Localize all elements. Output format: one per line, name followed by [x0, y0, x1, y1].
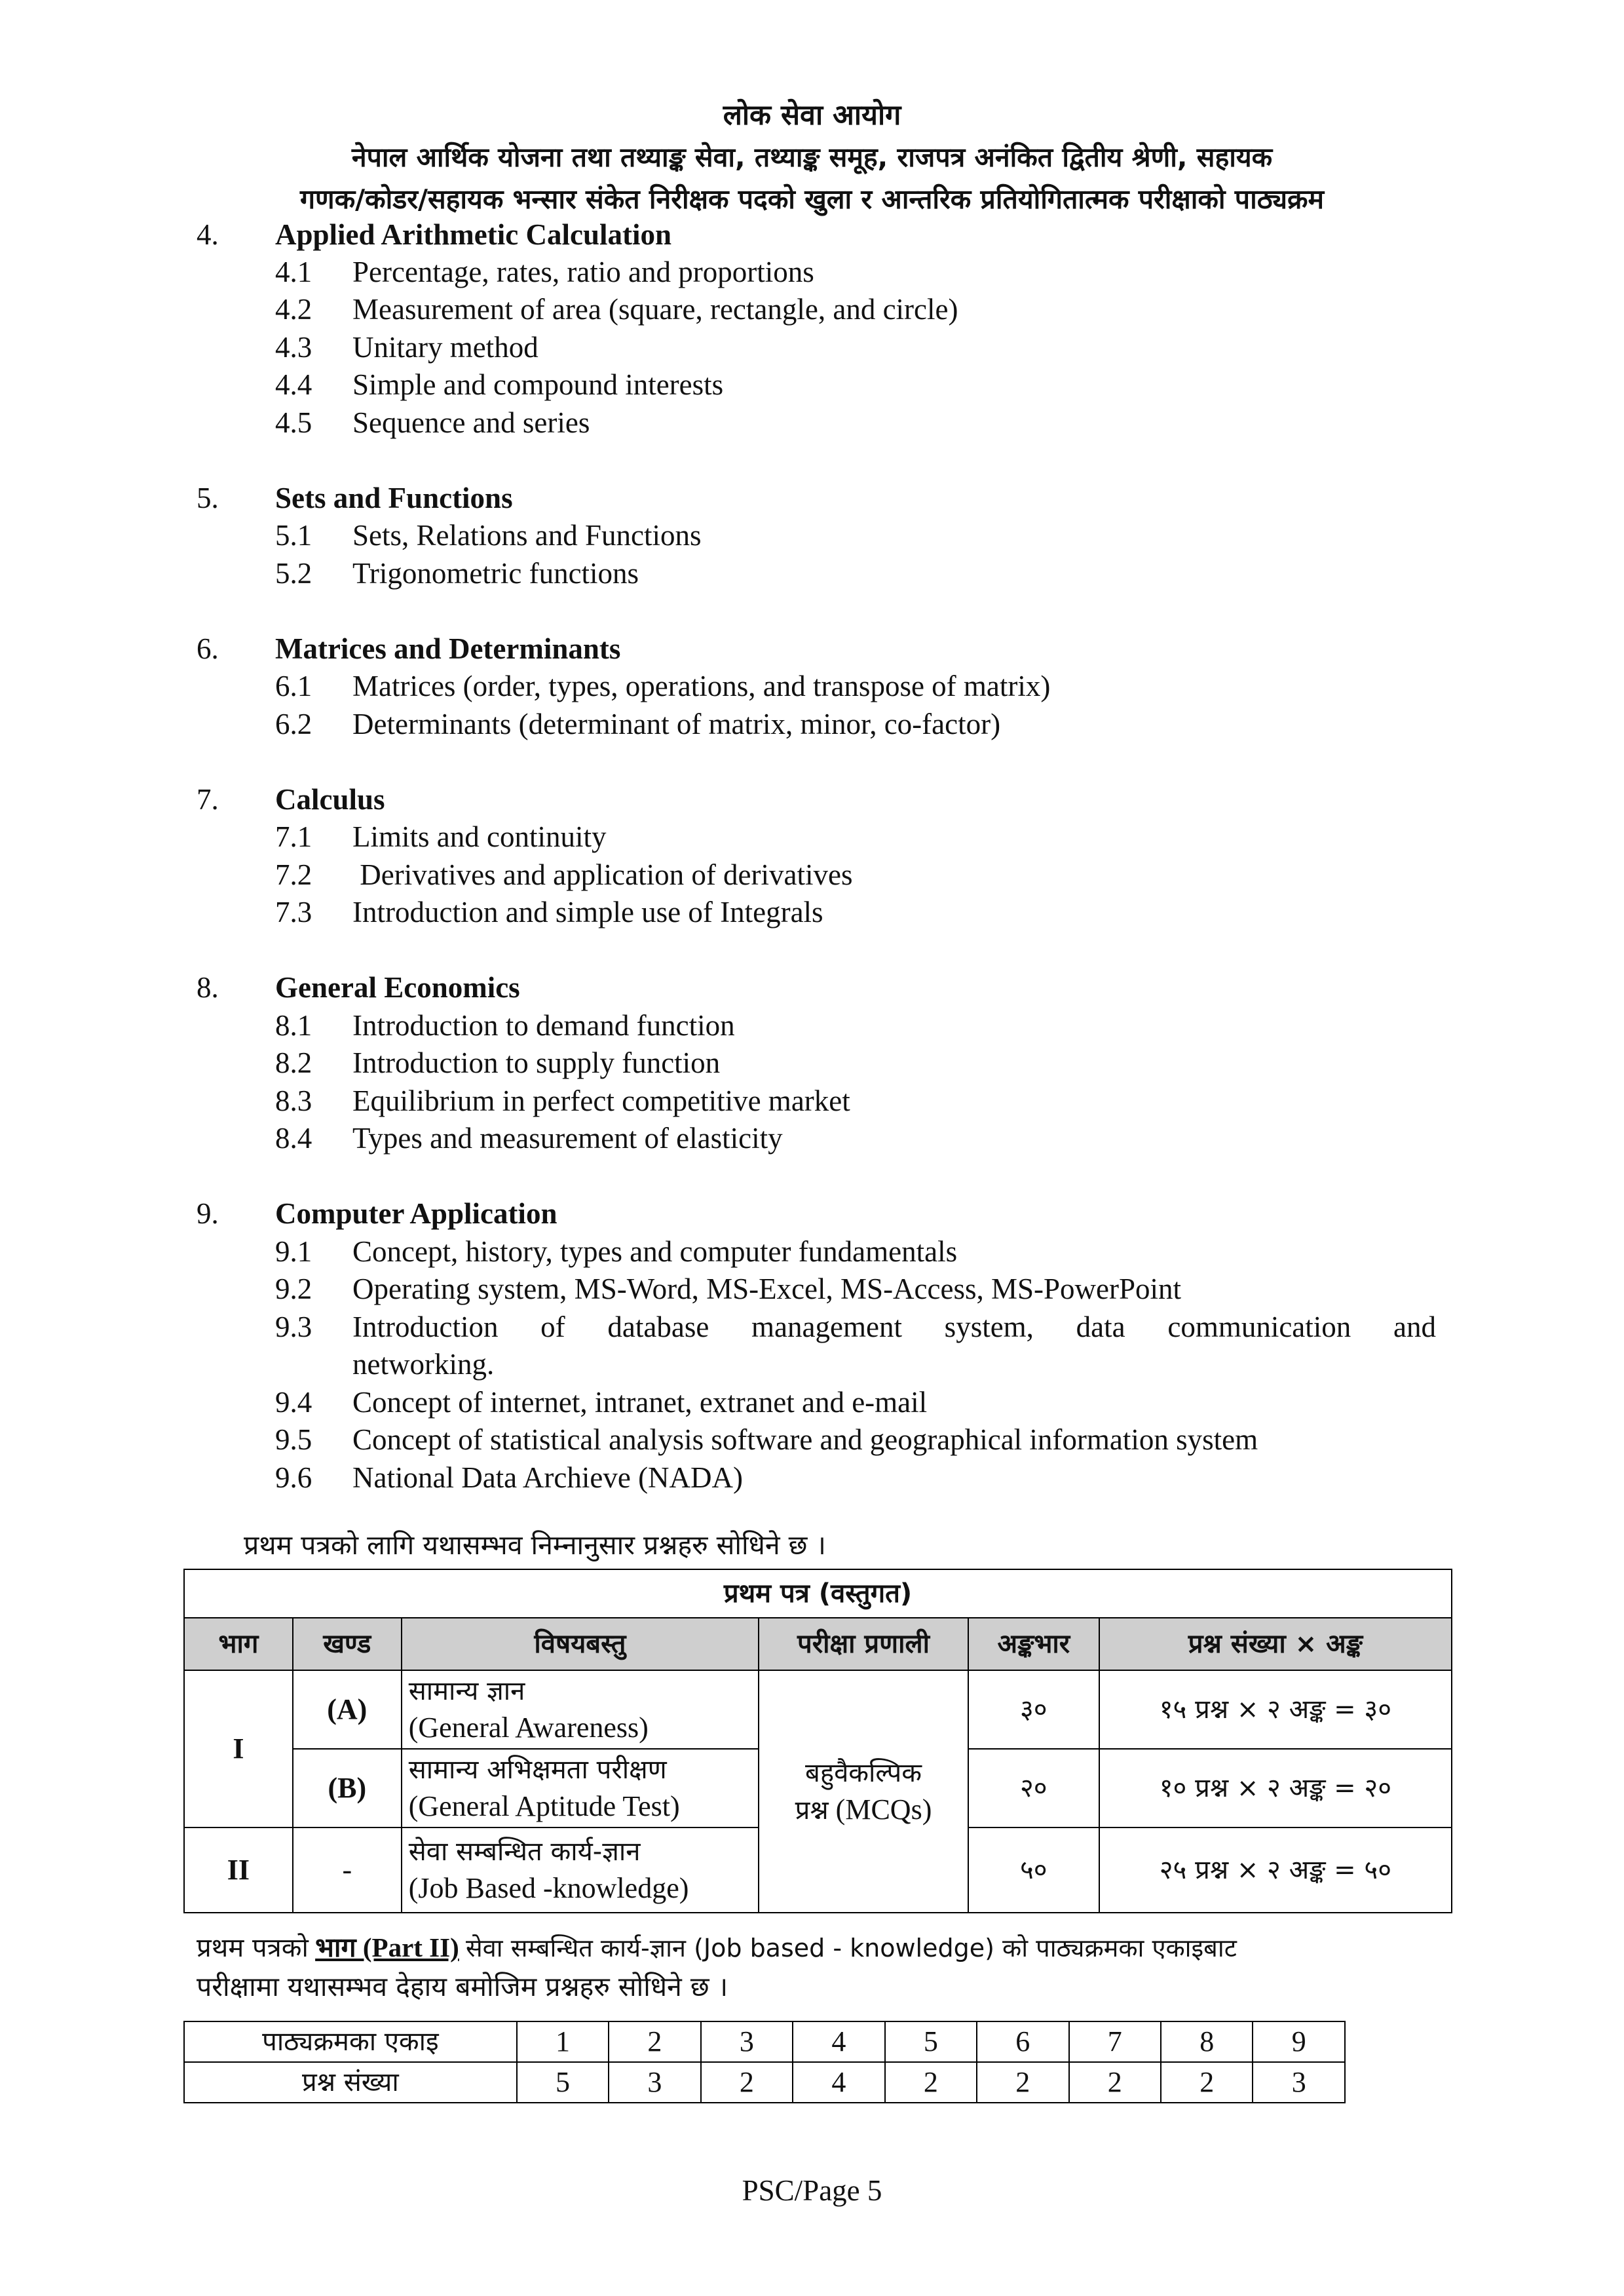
marks-cell: २०	[968, 1749, 1099, 1827]
item-text: Sets, Relations and Functions	[352, 519, 702, 552]
item-number: 4.4	[275, 368, 312, 401]
part2-note-prefix: प्रथम पत्रको	[197, 1933, 309, 1963]
header-exam-system: परीक्षा प्रणाली	[759, 1618, 968, 1670]
calc-cell: २५ प्रश्न × २ अङ्क = ५०	[1099, 1827, 1452, 1913]
item-number: 8.1	[275, 1009, 312, 1042]
subject-en: (General Aptitude Test)	[408, 1790, 680, 1822]
count-cell: 2	[977, 2062, 1068, 2103]
subject-np: सेवा सम्बन्धित कार्य-ज्ञान	[408, 1837, 641, 1867]
subject-cell	[402, 1749, 759, 1827]
unit-cell: 8	[1161, 2021, 1253, 2062]
section-title: Calculus	[275, 783, 385, 816]
count-cell: 3	[1253, 2062, 1345, 2103]
item-number: 9.1	[275, 1235, 312, 1268]
item-text: Concept, history, types and computer fundamentals	[352, 1235, 958, 1268]
section-number: 5.	[197, 482, 219, 514]
part2-note-line1	[197, 1928, 1436, 1968]
unit-cell: 2	[609, 2021, 700, 2062]
part-II: II	[184, 1827, 293, 1913]
part2-note-line2: परीक्षामा यथासम्भव देहाय बमोजिम प्रश्नहरु सोधिने छ ।	[197, 1971, 728, 2002]
unit-cell: 3	[701, 2021, 793, 2062]
item-number: 9.4	[275, 1386, 312, 1419]
page-footer: PSC/Page 5	[742, 2174, 882, 2207]
count-cell: 3	[609, 2062, 700, 2103]
first-paper-table	[183, 1569, 1452, 1913]
exam-system-cell	[759, 1670, 968, 1913]
header-section: खण्ड	[293, 1618, 402, 1670]
item-number: 9.5	[275, 1423, 312, 1456]
item-number: 4.1	[275, 256, 312, 288]
unit-cell: 5	[885, 2021, 977, 2062]
item-number: 5.1	[275, 519, 312, 552]
table-caption: प्रथम पत्र (वस्तुगत)	[184, 1569, 1452, 1618]
item-text: Concept of statistical analysis software and geographical information system	[352, 1423, 1258, 1456]
item-number: 4.3	[275, 331, 312, 364]
section-cell: (A)	[293, 1670, 402, 1749]
subject-cell	[402, 1827, 759, 1913]
item-text: Matrices (order, types, operations, and transpose of matrix)	[352, 670, 1051, 702]
item-number: 9.6	[275, 1461, 312, 1494]
item-text: Equilibrium in perfect competitive market	[352, 1084, 850, 1117]
subject-en: (General Awareness)	[408, 1712, 649, 1744]
unit-cell: 4	[793, 2021, 884, 2062]
calc-cell: १० प्रश्न × २ अङ्क = २०	[1099, 1749, 1452, 1827]
section-number: 4.	[197, 218, 219, 251]
item-number: 8.3	[275, 1084, 312, 1117]
header-marks: अङ्कभार	[968, 1618, 1099, 1670]
item-text-continued: networking.	[352, 1348, 495, 1381]
item-number: 7.1	[275, 820, 312, 853]
item-text: Determinants (determinant of matrix, minor, co-factor)	[352, 708, 1001, 740]
header-line-1: लोक सेवा आयोग	[723, 99, 901, 132]
section-cell: (B)	[293, 1749, 402, 1827]
section-number: 6.	[197, 632, 219, 665]
subject-cell	[402, 1670, 759, 1749]
item-text: Limits and continuity	[352, 820, 607, 853]
marks-cell: ३०	[968, 1670, 1099, 1749]
header-line-2: नेपाल आर्थिक योजना तथा तथ्याङ्क सेवा, तथ्याङ्क समूह, राजपत्र अनंकित द्वितीय श्रेणी, सहायक	[351, 142, 1273, 173]
section-title: Sets and Functions	[275, 482, 513, 514]
subject-np: सामान्य ज्ञान	[408, 1676, 525, 1706]
exam-system-en: (MCQs)	[835, 1793, 932, 1826]
item-text: Introduction of database management system, data communication and	[352, 1311, 1436, 1343]
item-text: Operating system, MS-Word, MS-Excel, MS-Access, MS-PowerPoint	[352, 1272, 1182, 1305]
item-text: Percentage, rates, ratio and proportions	[352, 256, 814, 288]
unit-questions-table	[183, 2021, 1346, 2103]
item-number: 9.2	[275, 1272, 312, 1305]
item-number: 4.2	[275, 293, 312, 326]
item-text: Types and measurement of elasticity	[352, 1122, 783, 1155]
exam-system-np2: प्रश्न	[795, 1795, 829, 1826]
marks-cell: ५०	[968, 1827, 1099, 1913]
part2-note-bold: भाग (Part II)	[315, 1932, 459, 1962]
count-cell: 2	[1069, 2062, 1161, 2103]
item-number: 9.3	[275, 1311, 312, 1343]
section-title: Matrices and Determinants	[275, 632, 621, 665]
item-text: Derivatives and application of derivatives	[352, 858, 853, 891]
header-questions-marks: प्रश्न संख्या × अङ्क	[1099, 1618, 1452, 1670]
item-text: Unitary method	[352, 331, 538, 364]
item-text: Measurement of area (square, rectangle, and circle)	[352, 293, 958, 326]
section-cell: -	[293, 1827, 402, 1913]
count-cell: 2	[701, 2062, 793, 2103]
calc-cell: १५ प्रश्न × २ अङ्क = ३०	[1099, 1670, 1452, 1749]
section-title: Applied Arithmetic Calculation	[275, 218, 671, 251]
section-number: 9.	[197, 1197, 219, 1230]
subject-en: (Job Based -knowledge)	[408, 1872, 689, 1904]
item-text: National Data Archieve (NADA)	[352, 1461, 744, 1494]
item-text: Sequence and series	[352, 406, 590, 439]
item-text: Introduction and simple use of Integrals	[352, 896, 823, 928]
unit-cell: 7	[1069, 2021, 1161, 2062]
section-title: Computer Application	[275, 1197, 557, 1230]
item-number: 8.4	[275, 1122, 312, 1155]
unit-cell: 6	[977, 2021, 1068, 2062]
item-number: 7.2	[275, 858, 312, 891]
header-line-3: गणक/कोडर/सहायक भन्सार संकेत निरीक्षक पदको खुला र आन्तरिक प्रतियोगितात्मक परीक्षाको पाठ्यक्रम	[299, 183, 1325, 215]
count-cell: 2	[885, 2062, 977, 2103]
count-row-label: प्रश्न संख्या	[184, 2062, 517, 2103]
count-cell: 2	[1161, 2062, 1253, 2103]
count-cell: 4	[793, 2062, 884, 2103]
first-paper-note: प्रथम पत्रको लागि यथासम्भव निम्नानुसार प्रश्नहरु सोधिने छ ।	[244, 1529, 826, 1561]
part2-note-middle: सेवा सम्बन्धित कार्य-ज्ञान (Job based - knowledge) को पाठ्यक्रमका एकाइबाट	[465, 1934, 1237, 1962]
item-text: Introduction to demand function	[352, 1009, 735, 1042]
subject-np: सामान्य अभिक्षमता परीक्षण	[408, 1755, 667, 1785]
count-cell: 5	[517, 2062, 609, 2103]
section-number: 8.	[197, 971, 219, 1004]
item-number: 6.2	[275, 708, 312, 740]
item-number: 6.1	[275, 670, 312, 702]
item-text: Simple and compound interests	[352, 368, 724, 401]
header-part: भाग	[184, 1618, 293, 1670]
item-text: Introduction to supply function	[352, 1046, 721, 1079]
item-number: 5.2	[275, 557, 312, 590]
header-subject: विषयबस्तु	[402, 1618, 759, 1670]
item-text: Concept of internet, intranet, extranet and e-mail	[352, 1386, 928, 1419]
part-I: I	[184, 1670, 293, 1827]
item-text: Trigonometric functions	[352, 557, 639, 590]
section-title: General Economics	[275, 971, 520, 1004]
item-number: 7.3	[275, 896, 312, 928]
exam-system-np: बहुवैकल्पिक	[804, 1757, 922, 1788]
section-number: 7.	[197, 783, 219, 816]
unit-cell: 1	[517, 2021, 609, 2062]
item-number: 4.5	[275, 406, 312, 439]
item-number: 8.2	[275, 1046, 312, 1079]
unit-cell: 9	[1253, 2021, 1345, 2062]
unit-row-label: पाठ्यक्रमका एकाइ	[184, 2021, 517, 2062]
